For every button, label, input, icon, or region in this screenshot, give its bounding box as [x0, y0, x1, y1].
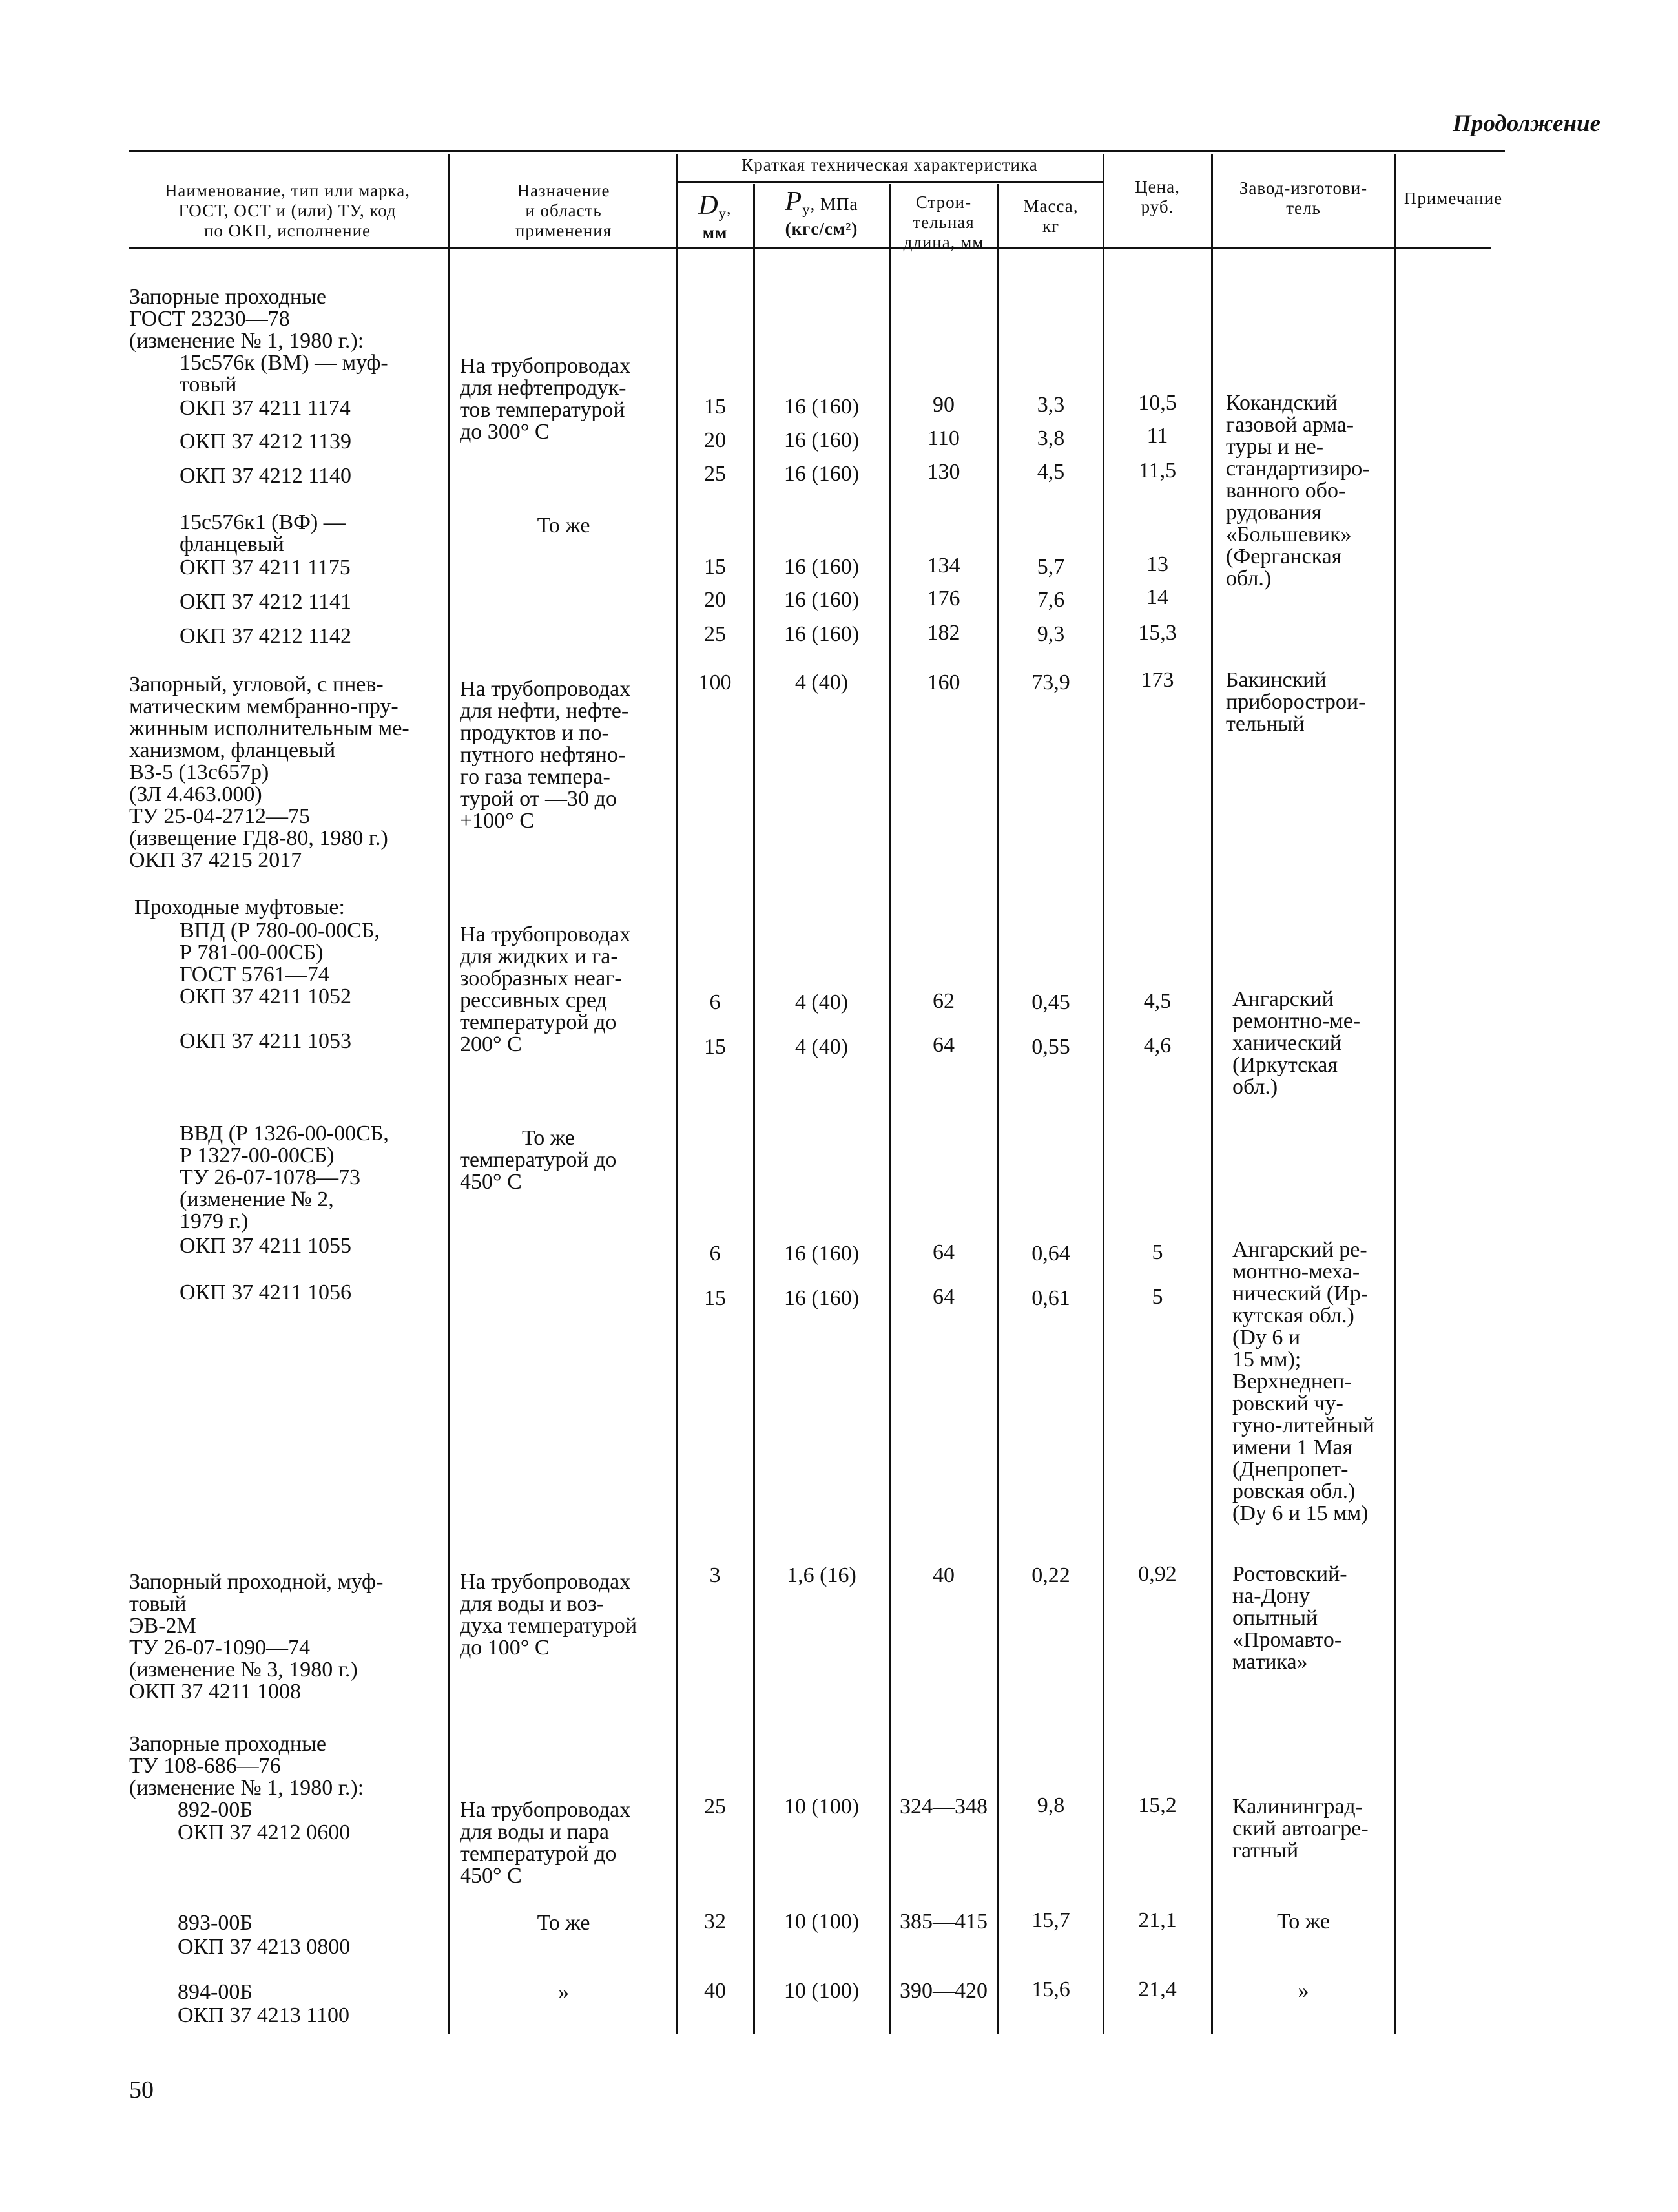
maker-cell: Ангарский ремонтно-ме- ханический (Иркутская обл.) [1232, 987, 1361, 1099]
subtype-name: ВВД (Р 1326-00-00СБ, Р 1327-00-00СБ) ТУ 26-07-1078—73 (изменение № 2, 1979 г.) [180, 1122, 389, 1233]
column-rule [1211, 154, 1213, 2034]
dy-value: 20 [704, 588, 726, 612]
okp-code: ОКП 37 4211 1056 [180, 1280, 352, 1304]
py-value: 4 (40) [794, 990, 849, 1014]
length-value: 130 [927, 460, 960, 484]
purpose-cell: На трубопроводах для жидких и га- зообразных неаг- рессивных сред температурой до 200° С [460, 923, 631, 1056]
header-name: Наименование, тип или марка, ГОСТ, ОСТ и (или) ТУ, код по ОКП, исполнение [164, 181, 411, 240]
mass-value: 0,45 [1031, 990, 1070, 1014]
header-price: Цена, руб. [1135, 177, 1180, 216]
type-name: 894-00Б [178, 1980, 253, 2004]
column-rule [889, 184, 891, 2034]
header-length: Строи- тельная длина, мм [903, 193, 984, 252]
dy-value: 3 [709, 1563, 721, 1587]
py-value: 10 (100) [783, 1795, 860, 1819]
okp-code: ОКП 37 4213 0800 [178, 1935, 351, 1959]
maker-cell: » [1298, 1979, 1309, 2003]
length-value: 176 [927, 587, 960, 610]
header-dy: $D_у$, мм [698, 191, 732, 243]
okp-code: ОКП 37 4211 1174 [180, 396, 351, 420]
continuation-label: Продолжение [1453, 110, 1600, 137]
purpose-cell: То же [537, 1911, 590, 1935]
price-value: 13 [1146, 552, 1168, 576]
mass-value: 73,9 [1031, 671, 1070, 694]
price-value: 11,5 [1138, 459, 1177, 483]
dy-value: 15 [704, 555, 726, 579]
length-value: 385—415 [900, 1910, 988, 1934]
mass-value: 7,6 [1037, 588, 1065, 612]
mass-value: 9,3 [1037, 622, 1065, 646]
py-value: 1,6 (16) [787, 1563, 856, 1587]
type-name: 893-00Б [178, 1911, 253, 1935]
dy-value: 15 [704, 1035, 726, 1059]
okp-code: ОКП 37 4213 1100 [178, 2003, 350, 2027]
length-value: 134 [927, 554, 960, 578]
subtype-name: ВПД (Р 780-00-00СБ, Р 781-00-00СБ) ГОСТ 5761—74 [180, 919, 380, 986]
length-value: 160 [927, 671, 960, 694]
group-name: Запорные проходные ТУ 108-686—76 (изменение № 1, 1980 г.): [129, 1732, 364, 1800]
group-name: Запорный, угловой, с пнев- матическим мембранно-пру- жинным исполнительным ме- ханизмом, фланцевый ВЗ-5 (13с657р) (ЗЛ 4.463.000) ТУ 25-04-2712—75 (извещение ГД8-80, 1980 г.) ОКП 37 4215 2017 [129, 673, 409, 872]
py-value: 16 (160) [783, 1242, 860, 1266]
maker-cell: Ростовский- на-Дону опытный «Промавто- матика» [1232, 1562, 1347, 1674]
column-rule [753, 184, 755, 2034]
length-value: 64 [933, 1240, 955, 1264]
okp-code: ОКП 37 4212 1141 [180, 590, 352, 614]
price-value: 173 [1141, 668, 1174, 692]
group-name: Запорные проходные ГОСТ 23230—78 (изменение № 1, 1980 г.): [129, 285, 364, 353]
okp-code: ОКП 37 4212 1139 [180, 430, 352, 454]
price-value: 15,2 [1138, 1793, 1177, 1817]
column-rule [1103, 154, 1104, 2034]
purpose-cell: На трубопроводах для воды и воз- духа температурой до 100° С [460, 1570, 637, 1660]
okp-code: ОКП 37 4212 1140 [180, 464, 352, 488]
py-value: 10 (100) [783, 1979, 860, 2003]
group-name: Проходные муфтовые: [134, 895, 345, 919]
okp-code: ОКП 37 4212 1142 [180, 624, 352, 648]
py-value: 16 (160) [783, 622, 860, 646]
price-value: 5 [1152, 1285, 1163, 1309]
header-top-rule [129, 150, 1505, 152]
brief-subheader-rule [676, 181, 1103, 183]
length-value: 62 [933, 989, 955, 1013]
dy-value: 25 [704, 622, 726, 646]
header-py: $P_у$, МПа (кгс/см²) [785, 187, 858, 239]
py-value: 16 (160) [783, 1286, 860, 1310]
header-mass: Масса, кг [1023, 196, 1079, 236]
py-value: 16 (160) [783, 555, 860, 579]
purpose-cell: На трубопроводах для нефти, нефте- продуктов и по- путного нефтяно- го газа темпера- турой от —30 до +100° С [460, 677, 631, 833]
mass-value: 15,7 [1031, 1908, 1070, 1932]
maker-cell: Кокандский газовой арма- туры и не- стандартизиро- ванного обо- рудования «Большевик» (Ферганская обл.) [1226, 391, 1370, 590]
dy-value: 15 [704, 395, 726, 419]
column-rule [1394, 154, 1396, 2034]
length-value: 110 [927, 426, 960, 450]
py-value: 10 (100) [783, 1910, 860, 1934]
price-value: 21,1 [1138, 1908, 1177, 1932]
length-value: 90 [933, 393, 955, 417]
mass-value: 3,8 [1037, 426, 1065, 450]
purpose-cell: На трубопроводах для воды и пара температурой до 450° С [460, 1798, 631, 1888]
okp-code: ОКП 37 4211 1055 [180, 1234, 352, 1258]
dy-value: 25 [704, 462, 726, 486]
dy-value: 20 [704, 428, 726, 452]
page-number: 50 [129, 2076, 154, 2103]
price-value: 0,92 [1138, 1562, 1177, 1586]
price-value: 11 [1146, 424, 1168, 448]
okp-code: ОКП 37 4211 1053 [180, 1029, 352, 1053]
mass-value: 0,22 [1031, 1563, 1070, 1587]
py-value: 16 (160) [783, 588, 860, 612]
mass-value: 0,61 [1031, 1286, 1070, 1310]
length-value: 64 [933, 1033, 955, 1057]
header-brief-characteristics: Краткая техническая характеристика [741, 155, 1038, 174]
column-rule [448, 154, 450, 2034]
length-value: 182 [927, 621, 960, 645]
okp-code: ОКП 37 4212 0600 [178, 1821, 351, 1844]
okp-code: ОКП 37 4211 1052 [180, 985, 352, 1008]
py-value: 16 (160) [783, 395, 860, 419]
mass-value: 5,7 [1037, 555, 1065, 579]
mass-value: 4,5 [1037, 460, 1065, 484]
mass-value: 3,3 [1037, 393, 1065, 417]
purpose-cell: То же [537, 514, 590, 537]
dy-value: 15 [704, 1286, 726, 1310]
purpose-cell: » [558, 1980, 569, 2004]
maker-cell: Бакинский приборострои- тельный [1226, 668, 1366, 736]
length-value: 40 [933, 1563, 955, 1587]
maker-cell: Калининград- ский автоагре- гатный [1232, 1795, 1369, 1862]
price-value: 4,6 [1143, 1034, 1172, 1058]
price-value: 21,4 [1138, 1977, 1177, 2001]
price-value: 15,3 [1138, 621, 1177, 645]
price-value: 5 [1152, 1240, 1163, 1264]
dy-value: 32 [704, 1910, 726, 1934]
mass-value: 15,6 [1031, 1977, 1070, 2001]
price-value: 10,5 [1138, 391, 1177, 415]
dy-value: 6 [709, 1242, 721, 1266]
dy-value: 40 [704, 1979, 726, 2003]
mass-value: 9,8 [1037, 1793, 1065, 1817]
column-rule [997, 184, 999, 2034]
dy-value: 100 [698, 671, 732, 694]
maker-cell: Ангарский ре- монтно-меха- нический (Ир- кутская обл.) (Dу 6 и 15 мм); Верхнеднеп- ровский чу- гуно-литейный имени 1 Мая (Днепропет- ровская обл.) (Dу 6 и 15 мм) [1232, 1238, 1375, 1525]
py-value: 4 (40) [794, 671, 849, 694]
mass-value: 0,64 [1031, 1242, 1070, 1266]
subtype-name: 15с576к1 (ВФ) — фланцевый [180, 510, 346, 556]
length-value: 64 [933, 1285, 955, 1309]
purpose-cell: На трубопроводах для нефтепродук- тов температурой до 300° С [460, 354, 631, 444]
header-bottom-rule [129, 247, 1491, 249]
header-note: Примечание [1404, 189, 1503, 208]
group-name: Запорный проходной, муф- товый ЭВ-2М ТУ 26-07-1090—74 (изменение № 3, 1980 г.) ОКП 37 4211 1008 [129, 1570, 384, 1704]
price-value: 4,5 [1143, 989, 1172, 1013]
dy-value: 6 [709, 990, 721, 1014]
maker-cell: То же [1277, 1910, 1330, 1934]
py-value: 16 (160) [783, 462, 860, 486]
py-value: 16 (160) [783, 428, 860, 452]
purpose-cell: То же температурой до 450° С [460, 1126, 617, 1194]
header-purpose: Назначение и область применения [515, 181, 612, 240]
type-name: 892-00Б [178, 1798, 253, 1822]
okp-code: ОКП 37 4211 1175 [180, 556, 351, 579]
dy-value: 25 [704, 1795, 726, 1819]
mass-value: 0,55 [1031, 1035, 1070, 1059]
length-value: 390—420 [900, 1979, 988, 2003]
header-maker: Завод-изготови- тель [1239, 178, 1368, 218]
subtype-name: 15с576к (ВМ) — муф- товый [180, 351, 388, 397]
length-value: 324—348 [900, 1795, 988, 1819]
py-value: 4 (40) [794, 1035, 849, 1059]
price-value: 14 [1146, 585, 1168, 609]
